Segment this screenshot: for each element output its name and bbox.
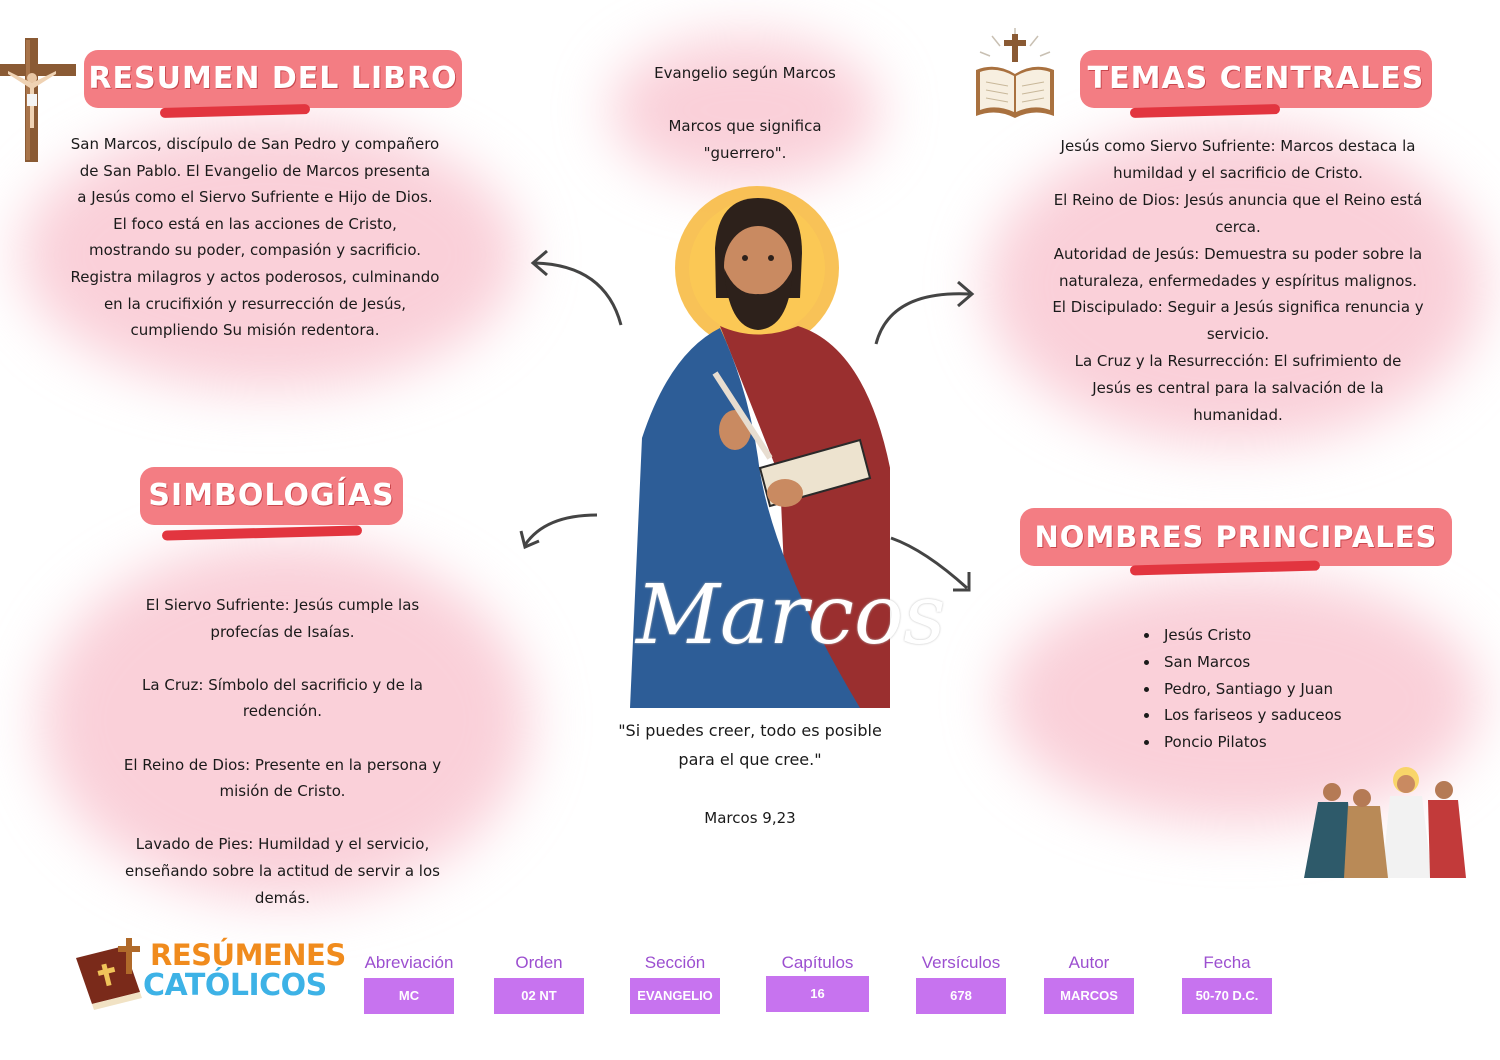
- list-item: • Pedro, Santiago y Juan: [1160, 676, 1342, 703]
- arrow-to-nombres: [885, 530, 980, 600]
- info-autor: Autor MARCOS: [1044, 953, 1134, 1014]
- info-seccion: Sección EVANGELIO: [630, 953, 720, 1014]
- simbologias-underline: [162, 525, 362, 540]
- info-fecha: Fecha 50-70 D.C.: [1182, 953, 1272, 1014]
- arrow-to-temas: [870, 278, 980, 348]
- open-bible-icon: [972, 26, 1058, 120]
- bible-logo-icon: [70, 938, 152, 1012]
- info-capitulos: Capítulos 16: [766, 953, 869, 1012]
- info-abreviacion: Abreviación MC: [364, 953, 454, 1014]
- list-item: • Los fariseos y saduceos: [1160, 702, 1342, 729]
- resumen-text: San Marcos, discípulo de San Pedro y compañero de San Pablo. El Evangelio de Marcos presenta a Jesús como el Siervo Sufriente e Hijo de Dios. El foco está en las acciones de Cristo, mostrando su poder, compasión y sacrificio. Registra milagros y actos poderosos, culminando en la crucifixión y resurrección de Jesús, cumpliendo Su misión redentora.: [70, 135, 440, 340]
- simbologias-title: SIMBOLOGÍAS: [140, 467, 403, 525]
- gospel-intro: Evangelio según Marcos Marcos que significa "guerrero".: [654, 64, 836, 162]
- nombres-title: NOMBRES PRINCIPALES: [1020, 508, 1452, 566]
- list-item: • San Marcos: [1160, 649, 1342, 676]
- temas-text: Jesús como Siervo Sufriente: Marcos destaca la humildad y el sacrificio de Cristo. El Reino de Dios: Jesús anuncia que el Reino está cerca. Autoridad de Jesús: Demuestra su poder sobre la naturaleza, enfermedades y espíritus malignos. El Discipulado: Seguir a Jesús significa renuncia y servicio. La Cruz y la Resurrección: El sufrimiento de Jesús es central para la salvación de la humanidad.: [1052, 137, 1424, 425]
- simbologias-text: El Siervo Sufriente: Jesús cumple las profecías de Isaías. La Cruz: Símbolo del sacrificio y de la redención. El Reino de Dios: Presente en la persona y misión de Cristo. Lavado de Pies: Humildad y el servicio, enseñando sobre la actitud de servir a los demás.: [123, 596, 442, 907]
- resumen-title: RESUMEN DEL LIBRO: [84, 50, 462, 108]
- arrow-to-simbologias: [515, 505, 605, 555]
- info-orden: Orden 02 NT: [494, 953, 584, 1014]
- info-versiculos: Versículos 678: [916, 953, 1006, 1014]
- list-item: • Jesús Cristo: [1160, 622, 1342, 649]
- gospel-name: Marcos: [636, 568, 946, 663]
- arrow-to-resumen: [525, 245, 635, 335]
- list-item: • Poncio Pilatos: [1160, 729, 1342, 756]
- quote: "Si puedes creer, todo es posible para el que cree." Marcos 9,23: [618, 721, 882, 827]
- apostles-illustration: [1298, 766, 1466, 878]
- logo-line1: RESÚMENES: [150, 938, 346, 972]
- nombres-list: [1140, 622, 1342, 756]
- temas-title: TEMAS CENTRALES: [1080, 50, 1432, 108]
- logo-line2: CATÓLICOS: [143, 968, 327, 1003]
